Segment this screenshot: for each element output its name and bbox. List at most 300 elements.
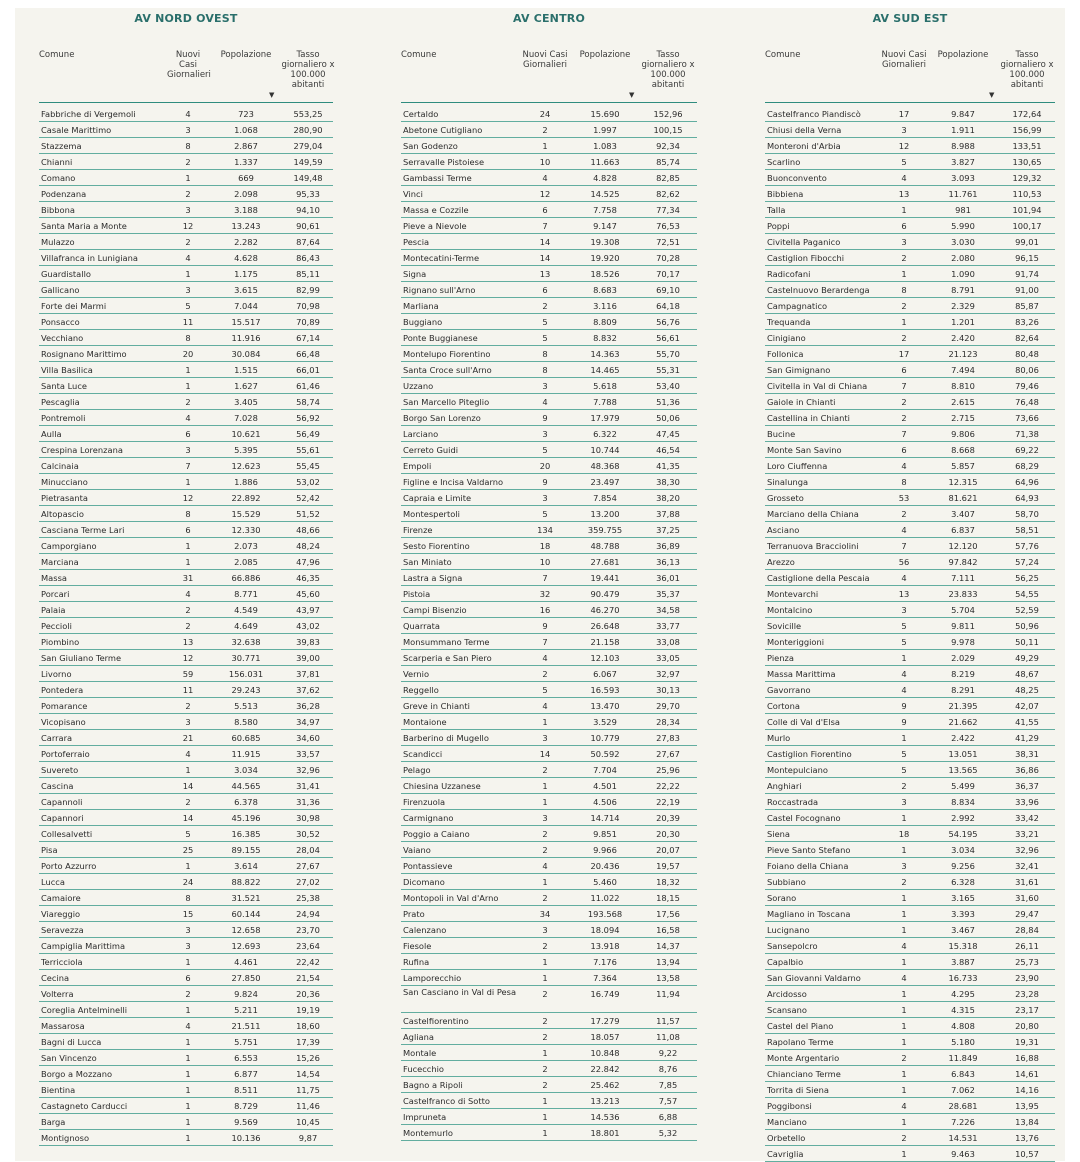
popolazione-value: 1.886	[234, 477, 258, 487]
nuovi-casi-value: 2	[901, 509, 907, 519]
table-row	[401, 586, 697, 602]
comune-name: Serravalle Pistoiese	[403, 157, 485, 167]
popolazione-value: 10.848	[590, 1048, 620, 1058]
tasso-value: 53,40	[656, 381, 680, 391]
tasso-value: 17,56	[656, 909, 680, 919]
nuovi-casi-value: 15	[182, 909, 194, 919]
table-row	[765, 810, 1055, 826]
popolazione-value: 17.279	[590, 1016, 620, 1026]
nuovi-casi-value: 3	[185, 717, 191, 727]
popolazione-value: 6.553	[234, 1053, 258, 1063]
sort-down-icon[interactable]: ▼	[989, 91, 995, 99]
tasso-value: 16,88	[1015, 1053, 1039, 1063]
header-comune[interactable]: Comune	[765, 50, 801, 60]
popolazione-value: 97.842	[948, 557, 978, 567]
header-tasso[interactable]: Tasso giornaliero x 100.000 abitanti	[1000, 50, 1054, 90]
comune-name: Bibbiena	[767, 189, 804, 199]
table-row	[765, 682, 1055, 698]
popolazione-value: 8.729	[234, 1101, 258, 1111]
table-row	[765, 1034, 1055, 1050]
table-row	[39, 938, 333, 954]
tasso-value: 41,35	[656, 461, 680, 471]
popolazione-value: 13.051	[948, 749, 978, 759]
popolazione-value: 19.441	[590, 573, 620, 583]
comune-name: Talla	[767, 205, 786, 215]
popolazione-value: 13.200	[590, 509, 620, 519]
comune-name: Siena	[767, 829, 791, 839]
popolazione-value: 16.733	[948, 973, 978, 983]
popolazione-value: 9.847	[951, 109, 975, 119]
popolazione-value: 11.663	[590, 157, 620, 167]
nuovi-casi-value: 4	[542, 397, 548, 407]
popolazione-value: 13.243	[231, 221, 261, 231]
comune-name: Piombino	[41, 637, 80, 647]
tasso-value: 64,18	[656, 301, 680, 311]
popolazione-value: 10.136	[231, 1133, 261, 1143]
nuovi-casi-value: 11	[182, 685, 194, 695]
comune-name: Fiesole	[403, 941, 432, 951]
popolazione-value: 14.465	[590, 365, 620, 375]
nuovi-casi-value: 3	[185, 125, 191, 135]
comune-name: Greve in Chianti	[403, 701, 470, 711]
nuovi-casi-value: 5	[542, 317, 548, 327]
comune-name: Signa	[403, 269, 427, 279]
comune-name: Coreglia Antelminelli	[41, 1005, 128, 1015]
table-row	[765, 410, 1055, 426]
nuovi-casi-value: 4	[185, 589, 191, 599]
table-row	[39, 1050, 333, 1066]
nuovi-casi-value: 2	[901, 253, 907, 263]
popolazione-value: 4.549	[234, 605, 258, 615]
tasso-value: 57,76	[1015, 541, 1039, 551]
tasso-value: 96,15	[1015, 253, 1039, 263]
popolazione-value: 8.683	[593, 285, 617, 295]
popolazione-value: 3.405	[234, 397, 258, 407]
tasso-value: 46,54	[656, 445, 680, 455]
tasso-value: 36,01	[656, 573, 680, 583]
popolazione-value: 7.364	[593, 973, 617, 983]
nuovi-casi-value: 4	[542, 173, 548, 183]
header-popolazione[interactable]: Popolazione	[579, 50, 631, 60]
popolazione-value: 26.648	[590, 621, 620, 631]
comune-name: San Gimignano	[767, 365, 831, 375]
tasso-value: 66,48	[296, 349, 320, 359]
tasso-value: 11,94	[656, 989, 680, 999]
table-row	[401, 458, 697, 474]
header-popolazione[interactable]: Popolazione	[937, 50, 989, 60]
tasso-value: 70,28	[656, 253, 680, 263]
table-row	[401, 778, 697, 794]
tasso-value: 55,31	[656, 365, 680, 375]
nuovi-casi-value: 2	[185, 157, 191, 167]
tasso-value: 31,36	[296, 797, 320, 807]
nuovi-casi-value: 4	[185, 1021, 191, 1031]
nuovi-casi-value: 9	[542, 477, 548, 487]
popolazione-value: 48.788	[590, 541, 620, 551]
tasso-value: 31,61	[1015, 877, 1039, 887]
nuovi-casi-value: 11	[182, 317, 194, 327]
comune-name: Montalcino	[767, 605, 813, 615]
comune-name: Viareggio	[41, 909, 81, 919]
table-row	[765, 634, 1055, 650]
table-row	[401, 1013, 697, 1029]
tasso-value: 36,89	[656, 541, 680, 551]
popolazione-value: 11.916	[231, 333, 261, 343]
comune-name: Pontassieve	[403, 861, 453, 871]
table-row	[765, 778, 1055, 794]
tasso-value: 18,32	[656, 877, 680, 887]
comune-name: Bibbona	[41, 205, 75, 215]
table-row	[765, 362, 1055, 378]
popolazione-value: 16.593	[590, 685, 620, 695]
nuovi-casi-value: 8	[185, 141, 191, 151]
tasso-value: 56,61	[656, 333, 680, 343]
nuovi-casi-value: 1	[185, 1085, 191, 1095]
nuovi-casi-value: 7	[901, 429, 907, 439]
sort-down-icon[interactable]: ▼	[629, 91, 635, 99]
comune-name: Calenzano	[403, 925, 447, 935]
popolazione-value: 3.393	[951, 909, 975, 919]
tasso-value: 36,13	[656, 557, 680, 567]
popolazione-value: 7.758	[593, 205, 617, 215]
table-row	[39, 314, 333, 330]
popolazione-value: 2.029	[951, 653, 975, 663]
popolazione-value: 9.966	[593, 845, 617, 855]
comune-name: Campagnatico	[767, 301, 828, 311]
tasso-value: 13,94	[656, 957, 680, 967]
table-row	[401, 602, 697, 618]
tasso-value: 32,97	[656, 669, 680, 679]
table-row	[39, 522, 333, 538]
table-row	[39, 538, 333, 554]
tasso-value: 23,28	[1015, 989, 1039, 999]
tasso-value: 101,94	[1012, 205, 1042, 215]
comune-name: Rufina	[403, 957, 430, 967]
popolazione-value: 4.295	[951, 989, 975, 999]
table-row	[39, 122, 333, 138]
header-tasso[interactable]: Tasso giornaliero x 100.000 abitanti	[641, 50, 695, 90]
comune-name: Orbetello	[767, 1133, 806, 1143]
tasso-value: 55,70	[656, 349, 680, 359]
popolazione-value: 14.363	[590, 349, 620, 359]
popolazione-value: 3.030	[951, 237, 975, 247]
popolazione-value: 12.623	[231, 461, 261, 471]
tasso-value: 6,88	[658, 1112, 678, 1122]
comune-name: Ponsacco	[41, 317, 80, 327]
nuovi-casi-value: 1	[185, 541, 191, 551]
tasso-value: 18,15	[656, 893, 680, 903]
comune-name: Sovicille	[767, 621, 802, 631]
tasso-value: 52,59	[1015, 605, 1039, 615]
header-nuovi-casi[interactable]: Nuovi Casi Giornalieri	[881, 50, 927, 70]
nuovi-casi-value: 1	[185, 477, 191, 487]
tasso-value: 91,00	[1015, 285, 1039, 295]
comune-name: Castelfiorentino	[403, 1016, 469, 1026]
comune-name: Monsummano Terme	[403, 637, 490, 647]
popolazione-value: 4.828	[593, 173, 617, 183]
table-row	[401, 138, 697, 154]
comune-name: Porto Azzurro	[41, 861, 97, 871]
popolazione-value: 2.867	[234, 141, 258, 151]
popolazione-value: 12.120	[948, 541, 978, 551]
table-row	[401, 906, 697, 922]
table-row	[401, 362, 697, 378]
comune-name: Pisa	[41, 845, 58, 855]
tasso-value: 42,07	[1015, 701, 1039, 711]
comune-name: Subbiano	[767, 877, 806, 887]
table-row	[765, 970, 1055, 986]
comune-name: Villa Basilica	[41, 365, 93, 375]
popolazione-value: 8.771	[234, 589, 258, 599]
header-comune[interactable]: Comune	[401, 50, 437, 60]
tasso-value: 26,11	[1015, 941, 1039, 951]
comune-name: Buggiano	[403, 317, 443, 327]
popolazione-value: 9.851	[593, 829, 617, 839]
table-body	[401, 106, 697, 1141]
comune-name: Capalbio	[767, 957, 804, 967]
comune-name: Poggio a Caiano	[403, 829, 470, 839]
comune-name: Loro Ciuffenna	[767, 461, 828, 471]
comune-name: San Marcello Piteglio	[403, 397, 490, 407]
comune-name: Fabbriche di Vergemoli	[41, 109, 136, 119]
table-row	[401, 1045, 697, 1061]
nuovi-casi-value: 5	[185, 829, 191, 839]
popolazione-value: 81.621	[948, 493, 978, 503]
comune-name: Impruneta	[403, 1112, 447, 1122]
table-row	[39, 554, 333, 570]
tasso-value: 22,22	[656, 781, 680, 791]
tasso-value: 14,54	[296, 1069, 320, 1079]
comune-name: Minucciano	[41, 477, 88, 487]
table-row	[765, 858, 1055, 874]
comune-name: Firenzuola	[403, 797, 446, 807]
nuovi-casi-value: 6	[901, 221, 907, 231]
header-nuovi-casi[interactable]: Nuovi Casi Giornalieri	[522, 50, 568, 70]
popolazione-value: 9.978	[951, 637, 975, 647]
comune-name: Poppi	[767, 221, 790, 231]
comune-name: Castelfranco Piandiscò	[767, 109, 861, 119]
comune-name: Marliana	[403, 301, 439, 311]
tasso-value: 58,74	[296, 397, 320, 407]
popolazione-value: 27.681	[590, 557, 620, 567]
comune-name: Castelnuovo Berardenga	[767, 285, 870, 295]
comune-name: Marciana	[41, 557, 79, 567]
tasso-value: 11,57	[656, 1016, 680, 1026]
popolazione-value: 6.877	[234, 1069, 258, 1079]
popolazione-value: 19.308	[590, 237, 620, 247]
tasso-value: 36,37	[1015, 781, 1039, 791]
comune-name: Sinalunga	[767, 477, 809, 487]
tasso-value: 32,41	[1015, 861, 1039, 871]
tasso-value: 18,60	[296, 1021, 320, 1031]
tasso-value: 8,76	[658, 1064, 678, 1074]
table-row	[401, 106, 697, 122]
tasso-value: 25,73	[1015, 957, 1039, 967]
table-row	[39, 1034, 333, 1050]
comune-name: Anghiari	[767, 781, 802, 791]
table-row	[765, 202, 1055, 218]
popolazione-value: 19.920	[590, 253, 620, 263]
header-comune[interactable]: Comune	[39, 50, 75, 60]
comune-name: Monteriggioni	[767, 637, 825, 647]
nuovi-casi-value: 2	[901, 301, 907, 311]
tasso-value: 149,59	[293, 157, 323, 167]
tasso-value: 47,96	[296, 557, 320, 567]
tasso-value: 27,83	[656, 733, 680, 743]
comune-name: Marciano della Chiana	[767, 509, 859, 519]
tasso-value: 37,62	[296, 685, 320, 695]
table-row	[765, 746, 1055, 762]
table-row	[401, 218, 697, 234]
nuovi-casi-value: 17	[898, 349, 910, 359]
popolazione-value: 15.529	[231, 509, 261, 519]
table-row	[765, 426, 1055, 442]
tasso-value: 34,58	[656, 605, 680, 615]
nuovi-casi-value: 5	[901, 637, 907, 647]
table-row	[401, 426, 697, 442]
nuovi-casi-value: 2	[542, 989, 548, 999]
comune-name: Massa	[41, 573, 67, 583]
table-row	[765, 250, 1055, 266]
nuovi-casi-value: 13	[539, 269, 551, 279]
comune-name: Capannoli	[41, 797, 83, 807]
tasso-value: 25,38	[296, 893, 320, 903]
comune-name: Terricciola	[41, 957, 83, 967]
tasso-value: 15,26	[296, 1053, 320, 1063]
tasso-value: 13,84	[1015, 1117, 1039, 1127]
comune-name: Pieve Santo Stefano	[767, 845, 851, 855]
nuovi-casi-value: 3	[901, 797, 907, 807]
table-row	[401, 986, 697, 1013]
nuovi-casi-value: 1	[901, 909, 907, 919]
comune-name: Massa e Cozzile	[403, 205, 469, 215]
nuovi-casi-value: 4	[185, 253, 191, 263]
table-row	[765, 106, 1055, 122]
popolazione-value: 18.526	[590, 269, 620, 279]
popolazione-value: 3.116	[593, 301, 617, 311]
nuovi-casi-value: 3	[901, 237, 907, 247]
table-row	[765, 650, 1055, 666]
table-row	[765, 1002, 1055, 1018]
table-row	[401, 330, 697, 346]
popolazione-value: 5.499	[951, 781, 975, 791]
nuovi-casi-value: 1	[185, 269, 191, 279]
table-row	[765, 826, 1055, 842]
header-popolazione[interactable]: Popolazione	[220, 50, 272, 60]
table-row	[765, 698, 1055, 714]
table-row	[39, 282, 333, 298]
tasso-value: 94,10	[296, 205, 320, 215]
nuovi-casi-value: 1	[542, 1096, 548, 1106]
tasso-value: 23,90	[1015, 973, 1039, 983]
popolazione-value: 10.621	[231, 429, 261, 439]
tasso-value: 51,52	[296, 509, 320, 519]
comune-name: Pelago	[403, 765, 431, 775]
comune-name: Montelupo Fiorentino	[403, 349, 491, 359]
table-row	[765, 218, 1055, 234]
table-row	[401, 1077, 697, 1093]
comune-name: Pontedera	[41, 685, 84, 695]
nuovi-casi-value: 5	[901, 157, 907, 167]
nuovi-casi-value: 2	[901, 413, 907, 423]
nuovi-casi-value: 1	[901, 957, 907, 967]
nuovi-casi-value: 2	[185, 701, 191, 711]
tasso-value: 34,97	[296, 717, 320, 727]
comune-name: Pomarance	[41, 701, 88, 711]
tasso-value: 100,15	[653, 125, 683, 135]
comune-name: Castel del Piano	[767, 1021, 834, 1031]
table-row	[401, 442, 697, 458]
comune-name: Pescaglia	[41, 397, 80, 407]
nuovi-casi-value: 34	[539, 909, 551, 919]
tasso-value: 22,42	[296, 957, 320, 967]
table-row	[765, 762, 1055, 778]
comune-name: Castel Focognano	[767, 813, 841, 823]
popolazione-value: 2.073	[234, 541, 258, 551]
nuovi-casi-value: 2	[901, 1053, 907, 1063]
nuovi-casi-value: 1	[542, 141, 548, 151]
popolazione-value: 28.681	[948, 1101, 978, 1111]
popolazione-value: 7.704	[593, 765, 617, 775]
tasso-value: 17,39	[296, 1037, 320, 1047]
popolazione-value: 723	[238, 109, 254, 119]
table-row	[401, 474, 697, 490]
popolazione-value: 30.084	[231, 349, 261, 359]
tasso-value: 50,06	[656, 413, 680, 423]
comune-name: Carrara	[41, 733, 73, 743]
comune-name: Casciana Terme Lari	[41, 525, 125, 535]
popolazione-value: 7.788	[593, 397, 617, 407]
nuovi-casi-value: 1	[901, 1021, 907, 1031]
nuovi-casi-value: 4	[901, 573, 907, 583]
comune-name: Vecchiano	[41, 333, 84, 343]
table-row	[765, 666, 1055, 682]
tasso-value: 70,98	[296, 301, 320, 311]
nuovi-casi-value: 1	[185, 173, 191, 183]
comune-name: Pieve a Nievole	[403, 221, 467, 231]
popolazione-value: 10.744	[590, 445, 620, 455]
nuovi-casi-value: 6	[185, 429, 191, 439]
comune-name: Arezzo	[767, 557, 795, 567]
header-nuovi-casi[interactable]: Nuovi Casi Giornalieri	[167, 50, 211, 80]
popolazione-value: 4.628	[234, 253, 258, 263]
table-row	[401, 970, 697, 986]
comune-name: Pistoia	[403, 589, 431, 599]
table-row	[39, 970, 333, 986]
popolazione-value: 60.685	[231, 733, 261, 743]
table-row	[39, 138, 333, 154]
popolazione-value: 2.080	[951, 253, 975, 263]
nuovi-casi-value: 8	[901, 285, 907, 295]
header-tasso[interactable]: Tasso giornaliero x 100.000 abitanti	[281, 50, 335, 90]
nuovi-casi-value: 3	[185, 285, 191, 295]
popolazione-value: 3.093	[951, 173, 975, 183]
table-row	[765, 922, 1055, 938]
nuovi-casi-value: 14	[182, 781, 194, 791]
comune-name: Ponte Buggianese	[403, 333, 478, 343]
popolazione-value: 12.693	[231, 941, 261, 951]
popolazione-value: 8.809	[593, 317, 617, 327]
nuovi-casi-value: 1	[185, 1037, 191, 1047]
tasso-value: 29,70	[656, 701, 680, 711]
popolazione-value: 8.291	[951, 685, 975, 695]
tasso-value: 47,45	[656, 429, 680, 439]
popolazione-value: 669	[238, 173, 254, 183]
nuovi-casi-value: 1	[185, 765, 191, 775]
sort-down-icon[interactable]: ▼	[269, 91, 275, 99]
table-row	[39, 666, 333, 682]
popolazione-value: 3.407	[951, 509, 975, 519]
